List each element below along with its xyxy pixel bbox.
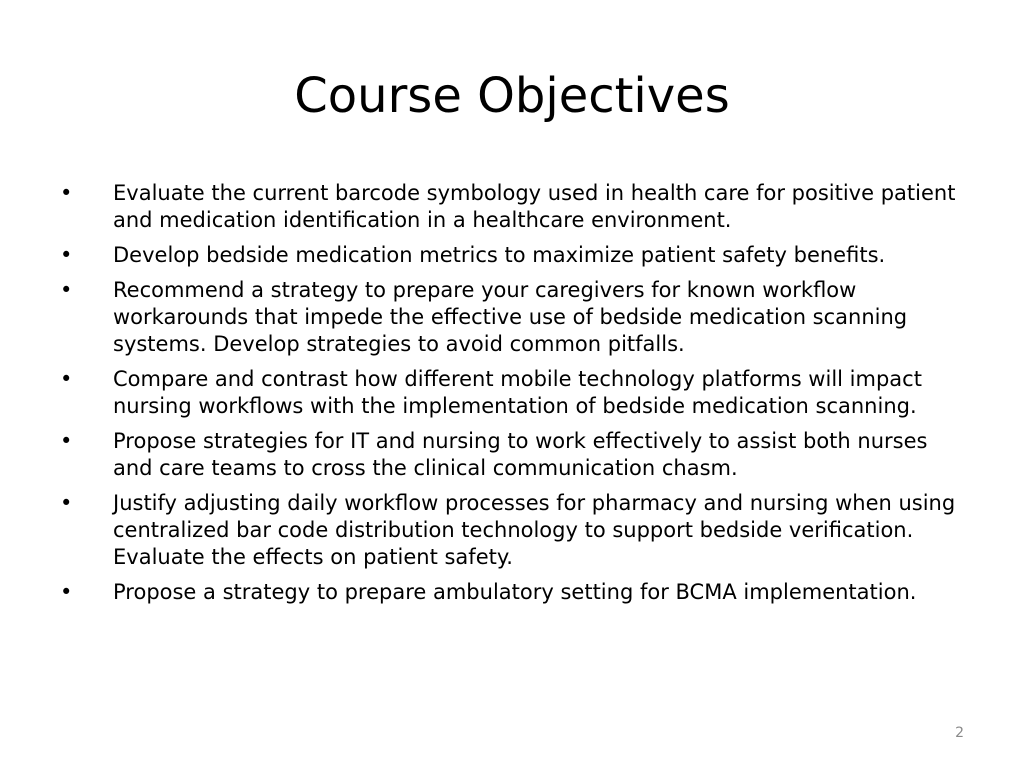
- bullet-icon: •: [60, 181, 73, 205]
- list-item: [52, 366, 972, 420]
- page-number: 2: [955, 725, 964, 741]
- objective-text: Propose strategies for IT and nursing to work effectively to assist both nurses and care teams to cross the clinical communication chasm.: [113, 429, 928, 480]
- objective-text: Evaluate the current barcode symbology used in health care for positive patient and medication identification in a healthcare environment.: [113, 181, 956, 232]
- bullet-icon: •: [60, 278, 73, 302]
- bullet-icon: •: [60, 429, 73, 453]
- list-item: [52, 277, 972, 358]
- list-item: [52, 180, 972, 234]
- bullet-icon: •: [60, 491, 73, 515]
- objectives-list: [52, 180, 972, 614]
- objective-text: Develop bedside medication metrics to maximize patient safety benefits.: [113, 243, 886, 267]
- bullet-icon: •: [60, 580, 73, 604]
- objective-text: Compare and contrast how different mobile technology platforms will impact nursing workflows with the implementation of bedside medication scanning.: [113, 367, 922, 418]
- list-item: [52, 428, 972, 482]
- objective-text: Justify adjusting daily workflow processes for pharmacy and nursing when using centralized bar code distribution technology to support bedside verification. Evaluate the effects on patient safety.: [113, 491, 956, 569]
- list-item: [52, 490, 972, 571]
- list-item: [52, 242, 972, 269]
- slide-title: Course Objectives: [294, 68, 730, 124]
- bullet-icon: •: [60, 243, 73, 267]
- objective-text: Propose a strategy to prepare ambulatory setting for BCMA implementation.: [113, 580, 917, 604]
- bullet-icon: •: [60, 367, 73, 391]
- list-item: [52, 579, 972, 606]
- objective-text: Recommend a strategy to prepare your caregivers for known workflow workarounds that impede the effective use of bedside medication scanning systems. Develop strategies to avoid common pitfalls.: [113, 278, 908, 356]
